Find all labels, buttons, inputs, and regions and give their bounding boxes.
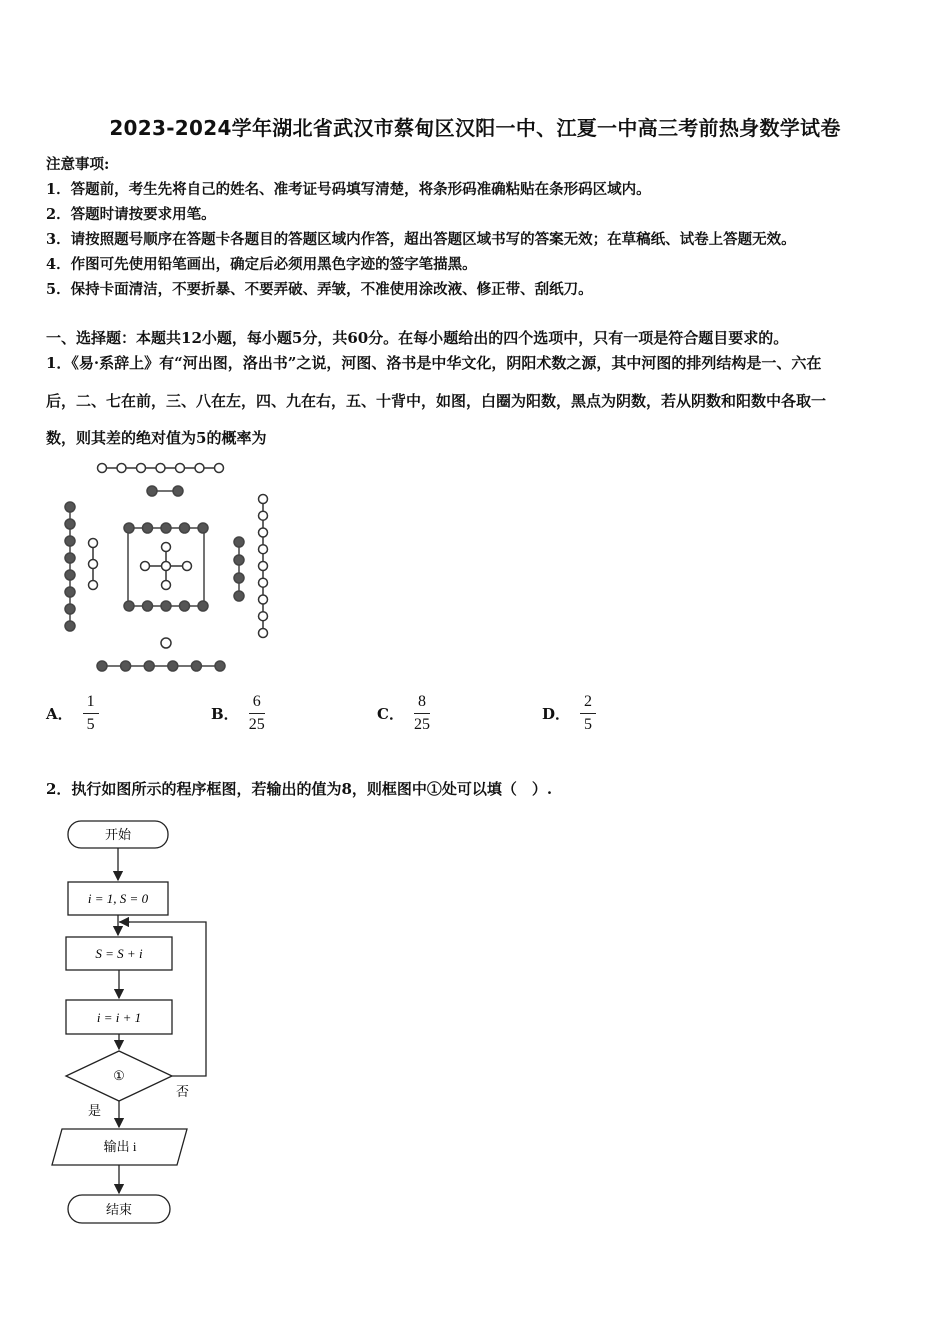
question-1-text: 后，二、七在前，三、八在左，四、九在右，五、十背中，如图，白圈为阳数，黑点为阴数，若从阴数和阳数中各取一 — [46, 392, 827, 410]
option-d[interactable] — [542, 693, 596, 734]
notice-item: 1．答题前，考生先将自己的姓名、准考证号码填写清楚，将条形码准确粘贴在条形码区域内。 — [46, 181, 651, 198]
notice-item: 2．答题时请按要求用笔。 — [46, 206, 216, 223]
fraction: $\frac{6}{25}$ — [248, 693, 265, 733]
notice-item: 3．请按照题号顺序在答题卡各题目的答题区域内作答，超出答题区域书写的答案无效；在草稿纸、试卷上答题无效。 — [46, 231, 796, 248]
question-1-text: 1．《易·系辞上》有“河出图，洛出书”之说，河图、洛书是中华文化，阴阳术数之源，其中河图的排列结构是一、六在 — [46, 354, 822, 372]
option-c[interactable] — [377, 693, 430, 734]
no-label: 否 — [176, 1084, 190, 1099]
notice-heading: 注意事项: — [46, 156, 110, 173]
option-label: A． — [46, 705, 73, 723]
output-label: 输出 i — [103, 1139, 137, 1154]
option-label: C． — [377, 705, 404, 723]
start-label: 开始 — [104, 827, 132, 842]
page-title: 2023-2024学年湖北省武汉市蔡甸区汉阳一中、江夏一中高三考前热身数学试卷 — [109, 116, 841, 140]
fraction: $\frac{1}{5}$ — [83, 693, 99, 734]
fraction: $\frac{2}{5}$ — [580, 693, 596, 734]
condition-label: ① — [113, 1068, 125, 1083]
option-label: B． — [211, 705, 239, 723]
question-2-text: 2．执行如图所示的程序框图，若输出的值为8，则框图中①处可以填（ ）. — [46, 780, 553, 798]
increment-label: i = i + 1 — [96, 1010, 142, 1025]
hetu-diagram — [55, 455, 285, 680]
question-1-text: 数，则其差的绝对值为5的概率为 — [46, 429, 267, 447]
init-label: i = 1, S = 0 — [87, 891, 149, 906]
option-a[interactable] — [46, 693, 99, 734]
yes-label: 是 — [88, 1103, 102, 1118]
option-b[interactable] — [211, 693, 265, 734]
sum-label: S = S + i — [95, 946, 143, 961]
fraction: $\frac{8}{25}$ — [413, 693, 430, 733]
end-label: 结束 — [105, 1202, 133, 1217]
notice-item: 5．保持卡面清洁，不要折暴、不要弄破、弄皱，不准使用涂改液、修正带、刮纸刀。 — [46, 281, 593, 298]
section-heading: 一、选择题：本题共12小题，每小题5分，共60分。在每小题给出的四个选项中，只有一项是符合题目要求的。 — [46, 329, 789, 347]
option-label: D． — [542, 705, 571, 723]
notice-item: 4．作图可先使用铅笔画出，确定后必须用黑色字迹的签字笔描黑。 — [46, 256, 477, 273]
flowchart — [50, 815, 250, 1230]
